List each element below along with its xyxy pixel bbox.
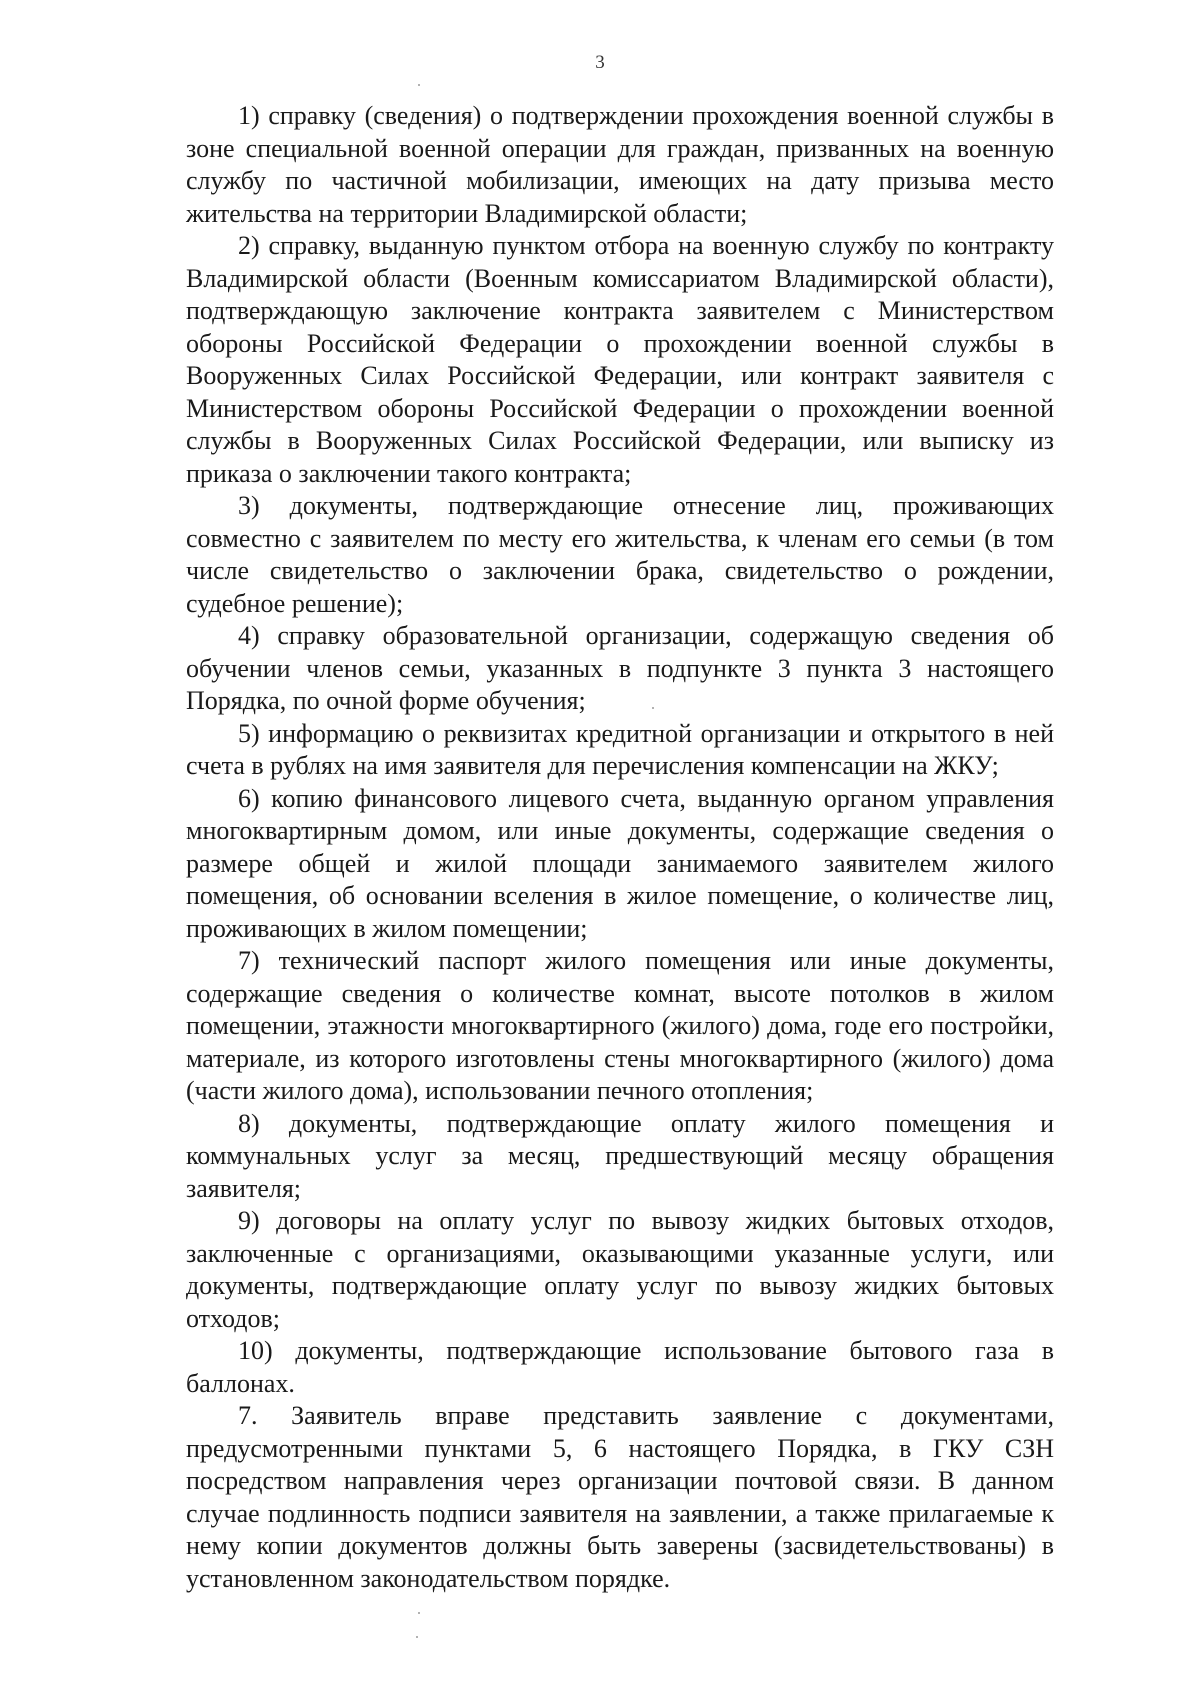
section-paragraph-7: 7. Заявитель вправе представить заявление с документами, предусмотренными пунктами 5, 6 настоящего Порядка, в ГКУ СЗН посредством направления через организации почтовой связи. В данном случае подлинность подписи заявителя на заявлении, а также прилагаемые к нему копии документов должны быть заверены (засвидетельствованы) в установленном законодательством порядке. <box>186 1401 1054 1593</box>
scan-speck <box>418 1612 420 1614</box>
list-item-8: 8) документы, подтверждающие оплату жилого помещения и коммунальных услуг за месяц, предшествующий месяцу обращения заявителя; <box>186 1108 1054 1203</box>
list-item-7: 7) технический паспорт жилого помещения или иные документы, содержащие сведения о количестве комнат, высоте потолков в жилом помещении, этажности многоквартирного (жилого) дома, годе его постройки, материале, из которого изготовлены стены многоквартирного (жилого) дома (части жилого дома), использовании печного отопления; <box>186 946 1054 1105</box>
document-body <box>186 100 1054 1595</box>
list-item-9: 9) договоры на оплату услуг по вывозу жидких бытовых отходов, заключенные с организациями, оказывающими указанные услуги, или документы, подтверждающие оплату услуг по вывозу жидких бытовых отходов; <box>186 1206 1054 1333</box>
list-item-5: 5) информацию о реквизитах кредитной организации и открытого в ней счета в рублях на имя заявителя для перечисления компенсации на ЖКУ; <box>186 718 1054 780</box>
scan-speck <box>652 707 654 709</box>
page-number: 3 <box>595 52 605 73</box>
list-item-6: 6) копию финансового лицевого счета, выданную органом управления многоквартирным домом, или иные документы, содержащие сведения о размере общей и жилой площади занимаемого заявителем жилого помещения, об основании вселения в жилое помещение, о количестве лиц, проживающих в жилом помещении; <box>186 783 1054 943</box>
scan-speck <box>418 84 420 86</box>
list-item-10: 10) документы, подтверждающие использование бытового газа в баллонах. <box>186 1336 1054 1398</box>
scan-speck <box>416 1636 418 1638</box>
list-item-2: 2) справку, выданную пунктом отбора на военную службу по контракту Владимирской области (Военным комиссариатом Владимирской области), подтверждающую заключение контракта заявителем с Министерством обороны Российской Федерации о прохождении военной службы в Вооруженных Силах Российской Федерации, или контракт заявителя с Министерством обороны Российской Федерации о прохождении военной службы в Вооруженных Силах Российской Федерации, или выписку из приказа о заключении такого контракта; <box>186 231 1054 488</box>
list-item-4: 4) справку образовательной организации, содержащую сведения об обучении членов семьи, указанных в подпункте 3 пункта 3 настоящего Порядка, по очной форме обучения; <box>186 621 1054 715</box>
list-item-3: 3) документы, подтверждающие отнесение лиц, проживающих совместно с заявителем по месту его жительства, к членам его семьи (в том числе свидетельство о заключении брака, свидетельство о рождении, судебное решение); <box>186 491 1054 618</box>
list-item-1: 1) справку (сведения) о подтверждении прохождения военной службы в зоне специальной военной операции для граждан, призванных на военную службу по частичной мобилизации, имеющих на дату призыва место жительства на территории Владимирской области; <box>186 101 1054 228</box>
